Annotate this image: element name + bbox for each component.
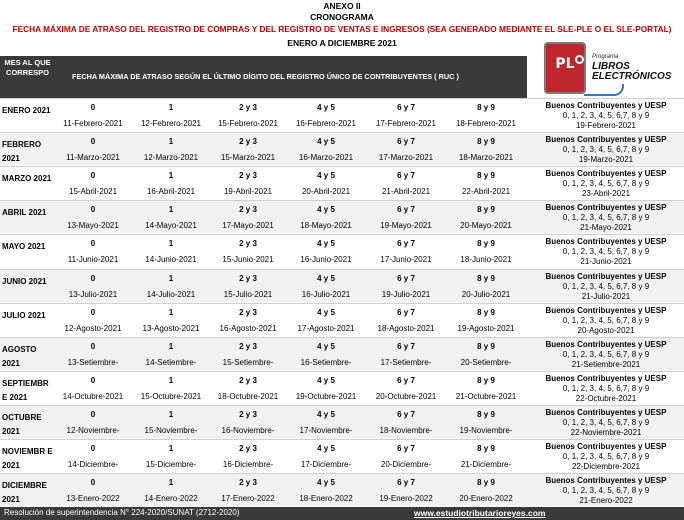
digit-cell: 4 y 5 <box>317 137 335 147</box>
due-date-cell: 15-Julio-2021 <box>223 289 273 299</box>
digit-cell: 6 y 7 <box>397 171 415 181</box>
good-taxpayer-title: Buenos Contribuyentes y UESP <box>545 237 667 247</box>
due-date-cell: 17-Setiembre- <box>380 357 432 367</box>
good-taxpayer-digits: 0, 1, 2, 3, 4, 5, 6,7, 8 y 9 <box>562 383 650 393</box>
digit-cell: 4 y 5 <box>317 273 335 283</box>
due-date-cell: 17-Junio-2021 <box>380 255 432 265</box>
month-cell: FEBRERO 2021 <box>2 140 42 164</box>
table-row <box>0 200 684 233</box>
due-date-cell: 20-Mayo-2021 <box>460 221 512 231</box>
due-date-cell: 15-Setiembre- <box>222 357 274 367</box>
due-date-cell: 12-Agosto-2021 <box>64 323 122 333</box>
header-main-column: FECHA MÁXIMA DE ATRASO SEGÚN EL ÚLTIMO DÍGITO DEL REGISTRO ÚNICO DE CONTRIBUYENTES ( RUC ) <box>72 72 459 81</box>
due-date-cell: 17-Marzo-2021 <box>378 153 434 163</box>
good-taxpayer-title: Buenos Contribuyentes y UESP <box>545 169 667 179</box>
due-date-cell: 19-Agosto-2021 <box>457 323 515 333</box>
digit-cell: 0 <box>90 409 96 419</box>
digit-cell: 4 y 5 <box>317 375 335 385</box>
digit-cell: 8 y 9 <box>477 205 495 215</box>
good-taxpayer-date: 20-Agosto-2021 <box>577 325 635 335</box>
digit-cell: 0 <box>90 103 96 112</box>
table-row <box>0 473 684 506</box>
digit-cell: 6 y 7 <box>397 375 415 385</box>
digit-cell: 2 y 3 <box>239 307 257 317</box>
due-date-cell: 19-Octubre-2021 <box>295 391 357 401</box>
good-taxpayer-date: 23-Abril-2021 <box>581 189 631 199</box>
digit-cell: 6 y 7 <box>397 239 415 249</box>
good-taxpayer-title: Buenos Contribuyentes y UESP <box>545 305 667 315</box>
due-date-cell: 18-Noviembre- <box>379 425 433 435</box>
digit-cell: 1 <box>168 409 174 419</box>
good-taxpayer-title: Buenos Contribuyentes y UESP <box>545 407 667 417</box>
good-taxpayer-title: Buenos Contribuyentes y UESP <box>545 476 667 486</box>
good-taxpayer-title: Buenos Contribuyentes y UESP <box>545 271 667 281</box>
due-date-cell: 16-Noviembre- <box>221 425 275 435</box>
good-taxpayer-date: 21-Julio-2021 <box>581 291 631 301</box>
due-date-cell: 18-Junio-2021 <box>460 255 512 265</box>
digit-cell: 8 y 9 <box>477 341 495 351</box>
table-row <box>0 98 684 131</box>
digit-cell: 2 y 3 <box>239 205 257 215</box>
due-date-cell: 13-Mayo-2021 <box>67 221 119 231</box>
good-taxpayer-digits: 0, 1, 2, 3, 4, 5, 6,7, 8 y 9 <box>562 247 650 257</box>
due-date-cell: 13-Setiembre- <box>67 357 119 367</box>
month-cell: MARZO 2021 <box>2 174 52 184</box>
due-date-cell: 20-Octubre-2021 <box>375 391 437 401</box>
due-date-cell: 12-Noviembre- <box>66 425 120 435</box>
due-date-cell: 13-Julio-2021 <box>68 289 118 299</box>
month-cell: MAYO 2021 <box>2 242 46 252</box>
good-taxpayer-digits: 0, 1, 2, 3, 4, 5, 6,7, 8 y 9 <box>562 179 650 189</box>
good-taxpayer-digits: 0, 1, 2, 3, 4, 5, 6,7, 8 y 9 <box>562 213 650 223</box>
month-cell: DICIEMBRE 2021 <box>2 481 47 505</box>
digit-cell: 8 y 9 <box>477 375 495 385</box>
table-row <box>0 166 684 199</box>
good-taxpayer-digits: 0, 1, 2, 3, 4, 5, 6,7, 8 y 9 <box>562 145 650 155</box>
digit-cell: 8 y 9 <box>477 478 495 488</box>
good-taxpayer-digits: 0, 1, 2, 3, 4, 5, 6,7, 8 y 9 <box>562 349 650 359</box>
due-date-cell: 18-Agosto-2021 <box>377 323 435 333</box>
digit-cell: 2 y 3 <box>239 409 257 419</box>
due-date-cell: 22-Abril-2021 <box>461 187 511 197</box>
due-date-cell: 15-Diciembre- <box>145 460 197 469</box>
digit-cell: 6 y 7 <box>397 273 415 283</box>
due-date-cell: 16-Abril-2021 <box>146 187 196 197</box>
digit-cell: 2 y 3 <box>239 273 257 283</box>
digit-cell: 1 <box>168 444 174 453</box>
good-taxpayer-title: Buenos Contribuyentes y UESP <box>545 373 667 383</box>
digit-cell: 2 y 3 <box>239 478 257 488</box>
good-taxpayer-title: Buenos Contribuyentes y UESP <box>545 203 667 213</box>
good-taxpayer-date: 22-Octubre-2021 <box>575 393 637 403</box>
table-row <box>0 303 684 336</box>
due-date-cell: 15-Noviembre- <box>144 425 198 435</box>
digit-cell: 0 <box>90 137 96 147</box>
digit-cell: 1 <box>168 307 174 317</box>
header-month-column: MES AL QUE CORRESPO <box>4 58 51 77</box>
digit-cell: 4 y 5 <box>317 478 335 488</box>
digit-cell: 1 <box>168 478 174 488</box>
month-cell: ABRIL 2021 <box>2 208 47 218</box>
digit-cell: 6 y 7 <box>397 341 415 351</box>
digit-cell: 6 y 7 <box>397 409 415 419</box>
digit-cell: 6 y 7 <box>397 205 415 215</box>
due-date-cell: 18-Enero-2022 <box>299 494 353 504</box>
digit-cell: 0 <box>90 341 96 351</box>
due-date-cell: 17-Diciembre- <box>300 460 352 469</box>
due-date-cell: 14-Diciembre- <box>67 460 119 469</box>
due-date-cell: 17-Noviembre- <box>299 425 353 435</box>
digit-cell: 0 <box>90 375 96 385</box>
digit-cell: 2 y 3 <box>239 239 257 249</box>
good-taxpayer-date: 22-Diciembre-2021 <box>571 462 641 471</box>
digit-cell: 4 y 5 <box>317 341 335 351</box>
due-date-cell: 14-Enero-2022 <box>144 494 198 504</box>
footer-bar <box>0 507 684 520</box>
digit-cell: 2 y 3 <box>239 341 257 351</box>
due-date-cell: 17-Enero-2022 <box>221 494 275 504</box>
digit-cell: 0 <box>90 239 96 249</box>
digit-cell: 6 y 7 <box>397 307 415 317</box>
usb-cable-icon <box>584 84 624 96</box>
due-date-cell: 21-Octubre-2021 <box>455 391 517 401</box>
due-date-cell: 16-Agosto-2021 <box>219 323 277 333</box>
logo-programa-text: Programa <box>592 54 619 60</box>
digit-cell: 8 y 9 <box>477 239 495 249</box>
good-taxpayer-date: 21-Setiembre-2021 <box>571 359 641 369</box>
table-row <box>0 132 684 165</box>
good-taxpayer-date: 19-Febrero-2021 <box>575 121 637 130</box>
due-date-cell: 19-Mayo-2021 <box>380 221 432 231</box>
good-taxpayer-date: 21-Mayo-2021 <box>580 223 632 233</box>
digit-cell: 2 y 3 <box>239 375 257 385</box>
annex-title: ANEXO II <box>323 1 361 11</box>
due-date-cell: 16-Febrero-2021 <box>295 119 357 128</box>
due-date-cell: 15-Junio-2021 <box>222 255 274 265</box>
due-date-cell: 18-Marzo-2021 <box>458 153 514 163</box>
digit-cell: 4 y 5 <box>317 307 335 317</box>
due-date-cell: 14-Setiembre- <box>145 357 197 367</box>
digit-cell: 1 <box>168 171 174 181</box>
digit-cell: 0 <box>90 478 96 488</box>
due-date-cell: 17-Mayo-2021 <box>222 221 274 231</box>
digit-cell: 4 y 5 <box>317 103 335 112</box>
month-cell: JUNIO 2021 <box>2 276 47 286</box>
digit-cell: 8 y 9 <box>477 444 495 453</box>
due-date-cell: 17-Agosto-2021 <box>297 323 355 333</box>
logo-mark-text: PL <box>555 56 575 72</box>
digit-cell: 0 <box>90 171 96 181</box>
due-date-cell: 13-Enero-2022 <box>66 494 120 504</box>
digit-cell: 0 <box>90 307 96 317</box>
digit-cell: 1 <box>168 375 174 385</box>
digit-cell: 0 <box>90 205 96 215</box>
month-cell: NOVIEMBR E 2021 <box>2 447 53 470</box>
logo-ring-icon <box>575 55 584 64</box>
due-date-cell: 19-Julio-2021 <box>381 289 431 299</box>
digit-cell: 1 <box>168 239 174 249</box>
due-date-cell: 17-Febrero-2021 <box>375 119 437 128</box>
digit-cell: 0 <box>90 273 96 283</box>
digit-cell: 8 y 9 <box>477 137 495 147</box>
good-taxpayer-digits: 0, 1, 2, 3, 4, 5, 6,7, 8 y 9 <box>562 281 650 291</box>
good-taxpayer-date: 22-Noviembre-2021 <box>570 427 642 437</box>
digit-cell: 4 y 5 <box>317 239 335 249</box>
digit-cell: 8 y 9 <box>477 273 495 283</box>
due-date-cell: 14-Julio-2021 <box>146 289 196 299</box>
due-date-cell: 14-Junio-2021 <box>145 255 197 265</box>
due-date-cell: 18-Mayo-2021 <box>300 221 352 231</box>
digit-cell: 6 y 7 <box>397 137 415 147</box>
due-date-cell: 20-Julio-2021 <box>461 289 511 299</box>
table-row <box>0 269 684 302</box>
digit-cell: 1 <box>168 205 174 215</box>
due-date-cell: 12-Febrero-2021 <box>140 119 202 128</box>
month-cell: ENERO 2021 <box>2 106 51 115</box>
schedule-title: CRONOGRAMA <box>310 12 374 22</box>
due-date-cell: 21-Diciembre- <box>460 460 512 469</box>
due-date-cell: 11-Marzo-2021 <box>66 153 120 163</box>
due-date-cell: 16-Diciembre- <box>222 460 274 469</box>
good-taxpayer-digits: 0, 1, 2, 3, 4, 5, 6,7, 8 y 9 <box>562 315 650 325</box>
due-date-cell: 11-Febrero-2021 <box>63 119 123 128</box>
month-cell: SEPTIEMBR E 2021 <box>2 378 49 402</box>
due-date-cell: 14-Octubre-2021 <box>62 391 124 401</box>
due-date-cell: 13-Agosto-2021 <box>142 323 200 333</box>
good-taxpayer-digits: 0, 1, 2, 3, 4, 5, 6,7, 8 y 9 <box>562 486 650 496</box>
good-taxpayer-date: 19-Marzo-2021 <box>578 155 634 165</box>
due-date-cell: 20-Diciembre- <box>380 460 432 469</box>
digit-cell: 8 y 9 <box>477 103 495 112</box>
table-row <box>0 337 684 370</box>
month-cell: JULIO 2021 <box>2 310 46 320</box>
due-date-cell: 19-Noviembre- <box>459 425 513 435</box>
due-date-cell: 20-Setiembre- <box>460 357 512 367</box>
digit-cell: 1 <box>168 273 174 283</box>
good-taxpayer-date: 21-Junio-2021 <box>580 257 632 267</box>
digit-cell: 2 y 3 <box>239 137 257 147</box>
due-date-cell: 15-Febrero-2021 <box>217 119 279 128</box>
due-date-cell: 15-Marzo-2021 <box>220 153 276 163</box>
digit-cell: 2 y 3 <box>239 103 257 112</box>
table-row <box>0 234 684 267</box>
digit-cell: 8 y 9 <box>477 409 495 419</box>
table-row <box>0 439 684 472</box>
due-date-cell: 19-Enero-2022 <box>379 494 433 504</box>
table-header <box>0 56 527 98</box>
due-date-cell: 15-Octubre-2021 <box>140 391 202 401</box>
good-taxpayer-title: Buenos Contribuyentes y UESP <box>545 442 667 451</box>
due-date-cell: 19-Abril-2021 <box>223 187 273 197</box>
due-date-cell: 18-Octubre-2021 <box>217 391 279 401</box>
digit-cell: 8 y 9 <box>477 307 495 317</box>
due-date-cell: 15-Abril-2021 <box>68 187 118 197</box>
date-range: ENERO A DICIEMBRE 2021 <box>287 38 397 48</box>
resolution-text: Resolución de superintendencia N° 224-2020/SUNAT (2712-2020) <box>4 508 240 517</box>
due-date-cell: 21-Abril-2021 <box>381 187 431 197</box>
good-taxpayer-digits: 0, 1, 2, 3, 4, 5, 6,7, 8 y 9 <box>562 111 650 120</box>
good-taxpayer-title: Buenos Contribuyentes y UESP <box>545 101 667 110</box>
digit-cell: 4 y 5 <box>317 409 335 419</box>
due-date-cell: 20-Enero-2022 <box>459 494 513 504</box>
due-date-cell: 16-Julio-2021 <box>301 289 351 299</box>
digit-cell: 2 y 3 <box>239 444 257 453</box>
due-date-cell: 16-Setiembre- <box>300 357 352 367</box>
good-taxpayer-digits: 0, 1, 2, 3, 4, 5, 6,7, 8 y 9 <box>562 452 650 461</box>
digit-cell: 6 y 7 <box>397 478 415 488</box>
digit-cell: 1 <box>168 103 174 112</box>
month-cell: OCTUBRE 2021 <box>2 412 42 436</box>
due-date-cell: 20-Abril-2021 <box>301 187 351 197</box>
ple-logo-mark <box>544 42 586 94</box>
digit-cell: 6 y 7 <box>397 444 415 453</box>
digit-cell: 4 y 5 <box>317 444 335 453</box>
digit-cell: 1 <box>168 341 174 351</box>
due-date-cell: 16-Marzo-2021 <box>298 153 354 163</box>
due-date-cell: 14-Mayo-2021 <box>145 221 197 231</box>
month-cell: AGOSTO 2021 <box>2 344 37 368</box>
website-link[interactable]: www.estudiotributarioreyes.com <box>414 508 546 518</box>
good-taxpayer-date: 21-Enero-2022 <box>579 496 633 506</box>
document-subtitle: FECHA MÁXIMA DE ATRASO DEL REGISTRO DE COMPRAS Y DEL REGISTRO DE VENTAS E INGRESOS (SEA GENERADO MEDIANTE EL SLE-PLE O EL SLE-PORTAL) <box>12 24 672 34</box>
due-date-cell: 16-Junio-2021 <box>300 255 352 265</box>
due-date-cell: 18-Febrero-2021 <box>455 119 517 128</box>
libros-electronicos-logo <box>540 40 672 98</box>
digit-cell: 1 <box>168 137 174 147</box>
digit-cell: 2 y 3 <box>239 171 257 181</box>
good-taxpayer-title: Buenos Contribuyentes y UESP <box>545 135 667 145</box>
digit-cell: 4 y 5 <box>317 205 335 215</box>
due-date-cell: 11-Junio-2021 <box>67 255 119 265</box>
table-row <box>0 405 684 438</box>
digit-cell: 4 y 5 <box>317 171 335 181</box>
digit-cell: 8 y 9 <box>477 171 495 181</box>
table-row <box>0 371 684 404</box>
good-taxpayer-digits: 0, 1, 2, 3, 4, 5, 6,7, 8 y 9 <box>562 417 650 427</box>
digit-cell: 6 y 7 <box>397 103 415 112</box>
digit-cell: 0 <box>90 444 96 453</box>
logo-libros-text: LIBROS ELECTRÓNICOS <box>592 61 672 82</box>
due-date-cell: 12-Marzo-2021 <box>143 153 199 163</box>
good-taxpayer-title: Buenos Contribuyentes y UESP <box>545 339 667 349</box>
